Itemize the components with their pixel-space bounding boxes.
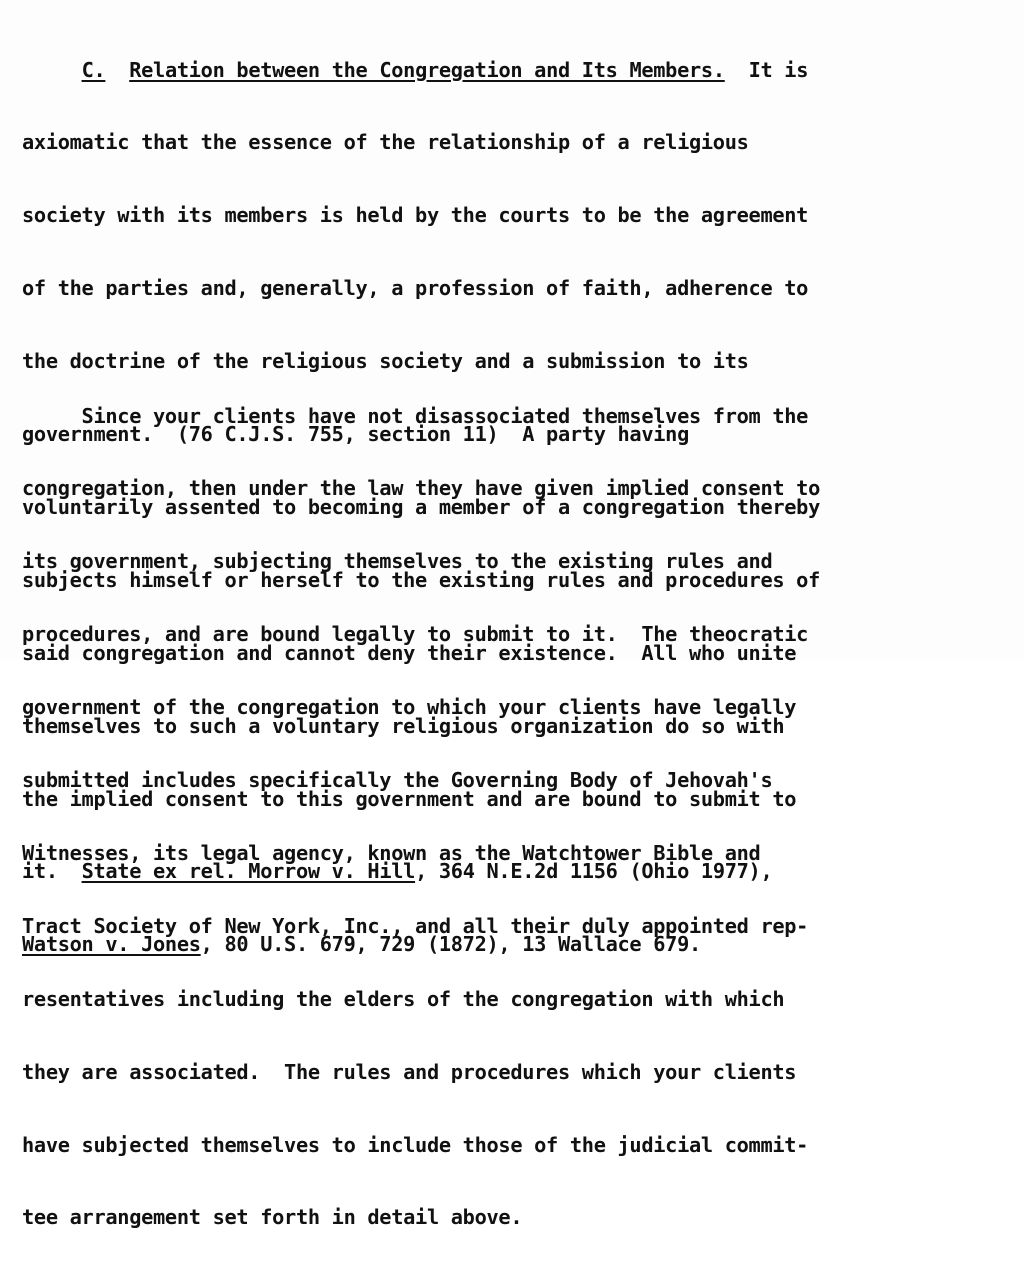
text-line [22, 58, 820, 82]
text-line: themselves to such a voluntary religious organization do so with [22, 713, 785, 738]
text-line: society with its members is held by the courts to be the agreement [22, 203, 809, 228]
text-line: government of the congregation to which your clients have legally [22, 695, 797, 720]
text-line: procedures, and are bound legally to submit to it. The theocratic [22, 622, 809, 647]
text-line: its government, subjecting themselves to the existing rules and [22, 549, 773, 574]
case-citation-reference: , 364 N.E.2d 1156 (Ohio 1977), [415, 859, 773, 884]
section-heading: Relation between the Congregation and Its Members. [129, 57, 725, 82]
text-line: Since your clients have not disassociated themselves from the [22, 403, 809, 428]
text-line: submitted includes specifically the Governing Body of Jehovah's [22, 768, 773, 793]
text-segment: It is [748, 57, 809, 82]
case-citation-name: State ex rel. Morrow v. Hill [81, 859, 416, 884]
text-line: voluntarily assented to becoming a member of a congregation thereby [22, 494, 820, 519]
text-line: resentatives including the elders of the congregation with which [22, 986, 785, 1011]
text-line: congregation, then under the law they have given implied consent to [22, 476, 820, 501]
text-line: Witnesses, its legal agency, known as the Watchtower Bible and [22, 840, 761, 865]
text-line: axiomatic that the essence of the relationship of a religious [22, 130, 749, 155]
text-line: tee arrangement set forth in detail above. [22, 1205, 523, 1230]
text-line: subjects himself or herself to the existing rules and procedures of [22, 567, 820, 592]
text-line: government. (76 C.J.S. 755, section 11) A party having [22, 422, 689, 447]
text-line: Tract Society of New York, Inc., and all their duly appointed rep- [22, 913, 809, 938]
text-line: have subjected themselves to include those of the judicial commit- [22, 1132, 809, 1157]
second-paragraph [22, 355, 820, 1278]
text-line: they are associated. The rules and procedures which your clients [22, 1059, 797, 1084]
text-segment: it. [22, 859, 58, 884]
text-line: the doctrine of the religious society and a submission to its [22, 349, 749, 374]
case-citation-name: Watson v. Jones [22, 932, 201, 957]
case-citation-reference: , 80 U.S. 679, 729 (1872), 13 Wallace 679. [200, 932, 701, 957]
text-line: the implied consent to this government and are bound to submit to [22, 786, 797, 811]
text-line: of the parties and, generally, a profession of faith, adherence to [22, 276, 809, 301]
text-line: said congregation and cannot deny their existence. All who unite [22, 640, 797, 665]
section-letter: C. [81, 57, 106, 82]
